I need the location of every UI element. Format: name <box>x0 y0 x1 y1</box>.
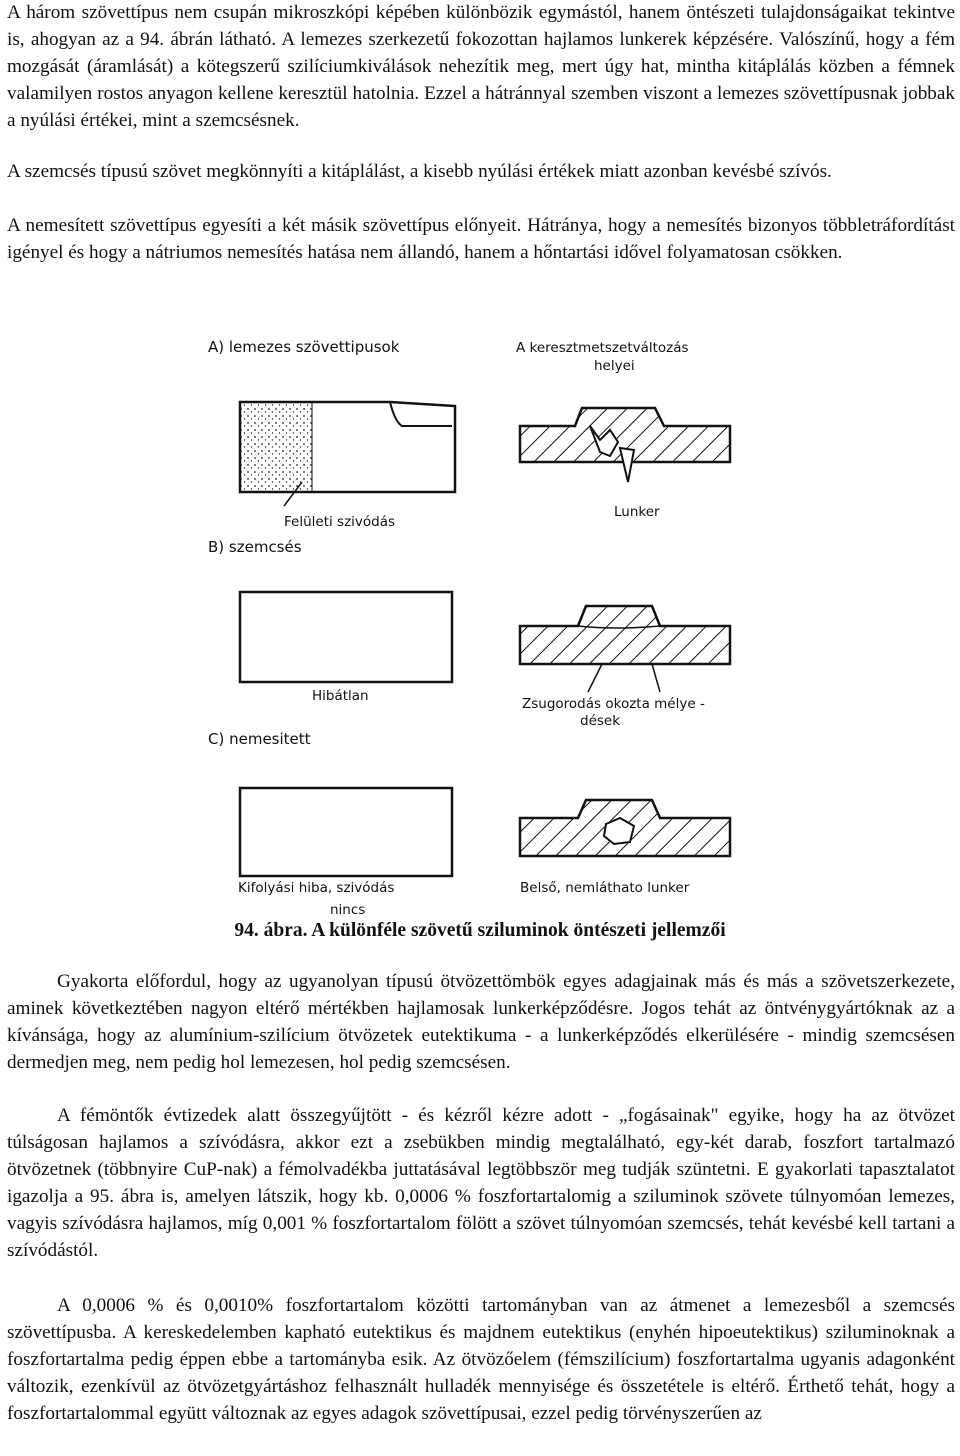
label-b: B) szemcsés <box>208 538 302 556</box>
label-a-defect: Felületi szivódás <box>284 514 396 530</box>
label-b-right-1: Zsugorodás okozta mélye - <box>522 696 705 712</box>
sample-a-right <box>520 408 730 482</box>
sample-b-left <box>240 592 452 682</box>
label-a-lunker: Lunker <box>614 504 660 520</box>
paragraph-3: A nemesített szövettípus egyesíti a két másik szövettípus előnyeit. Hátránya, hogy a nemesítés bizonyos többletráfordítást igényel és hogy a nátriumos nemesítés hatása nem állandó, hanem a hőntartási idővel folyamatosan csökken. <box>7 215 955 263</box>
label-c: C) nemesitett <box>208 730 311 748</box>
label-a: A) lemezes szövettipusok <box>208 338 400 356</box>
sample-c-right <box>520 800 730 856</box>
label-b-right-2: dések <box>580 713 621 729</box>
caption-text: A különféle szövetű sziluminok öntészeti jellemzői <box>307 920 726 941</box>
label-a-right-1: A keresztmetszetváltozás <box>516 340 689 356</box>
paragraph-4: Gyakorta előfordul, hogy az ugyanolyan típusú ötvözettömbök egyes adagjainak más és más a szövetszerkezete, aminek következtében nagyon eltérő mértékben hajlamosak lunkerképződésre. Jogos tehát az öntvénygyártóknak az a kívánsága, hogy az alumínium-szilícium ötvözetek eutektikuma - a lunkerképződés elkerülésére - mindig szemcsésen dermedjen meg, nem pedig hol lemezesen, hol pedig szemcsésen. <box>7 971 955 1073</box>
label-b-defect: Hibátlan <box>312 688 369 704</box>
sample-a-left <box>240 402 455 506</box>
paragraph-2: A szemcsés típusú szövet megkönnyíti a kitáplálást, a kisebb nyúlási értékek miatt azonban kevésbé szívós. <box>7 161 832 182</box>
figure-94 <box>190 330 780 920</box>
label-c-right: Belső, nemláthato lunker <box>520 880 690 896</box>
paragraph-5: A fémöntők évtizedek alatt összegyűjtött - és kézről kézre adott - „fogásainak" egyike, hogy ha az ötvözet túlságosan hajlamos a szívódásra, akkor ezt a zsebükben mindig megtalálható, egy-két darab, foszfort tartalmazó ötvözetnek (többnyire CuP-nak) a fémolvadékba juttatásával legtöbbször meg tudják szüntetni. E gyakorlati tapasztalatot igazolja a 95. ábra is, amelyen látszik, hogy kb. 0,0006 % foszfortartalomig a sziluminok szövete túlnyomóan lemezes, vagyis szívódásra hajlamos, míg 0,001 % foszfortartalom fölött a szövet túlnyomóan szemcsés, tehát kevésbé kell tartani a szívódástól. <box>7 1105 955 1261</box>
label-a-right-2: helyei <box>594 358 635 374</box>
caption-number: 94. ábra. <box>234 920 308 941</box>
paragraph-1: A három szövettípus nem csupán mikroszkópi képében különbözik egymástól, hanem öntészeti tulajdonságaikat tekintve is, ahogyan az a 94. ábrán látható. A lemezes szerkezetű fokozottan hajlamos lunkerek képzésére. Valószínű, hogy a fém mozgását (áramlását) a kötegszerű szilíciumkiválások nehezítik meg, mert úgy hat, mintha kitáplálás közben a fémnek valamilyen rostos anyagon kellene keresztül hatolnia. Ezzel a hátránnyal szemben viszont a lemezes szövettípusnak jobbak a nyúlási értékei, mint a szemcsésnek. <box>7 2 955 131</box>
sample-b-right <box>520 606 730 692</box>
label-c-defect-2: nincs <box>330 902 366 918</box>
figure-94-drawing <box>190 330 780 920</box>
label-c-defect-1: Kifolyási hiba, szivódás <box>238 880 395 896</box>
paragraph-6: A 0,0006 % és 0,0010% foszfortartalom közötti tartományban van az átmenet a lemezesből a szemcsés szövettípusba. A kereskedelemben kapható eutektikus és majdnem eutektikus (enyhén hipoeutektikus) sziluminoknak a foszfortartalma pedig éppen ebbe a tartományba esik. Az ötvözőelem (fémszilícium) foszfortartalma ugyanis adagonként változik, ezenkívül az ötvözetgyártáshoz felhasznált hulladék mennyisége és összetétele is eltérő. Érthető tehát, hogy a foszfortartalommal együtt változnak az egyes adagok szövettípusai, ezzel pedig törvényszerűen az <box>7 1295 955 1424</box>
sample-c-left <box>240 788 452 876</box>
figure-caption <box>0 918 960 944</box>
